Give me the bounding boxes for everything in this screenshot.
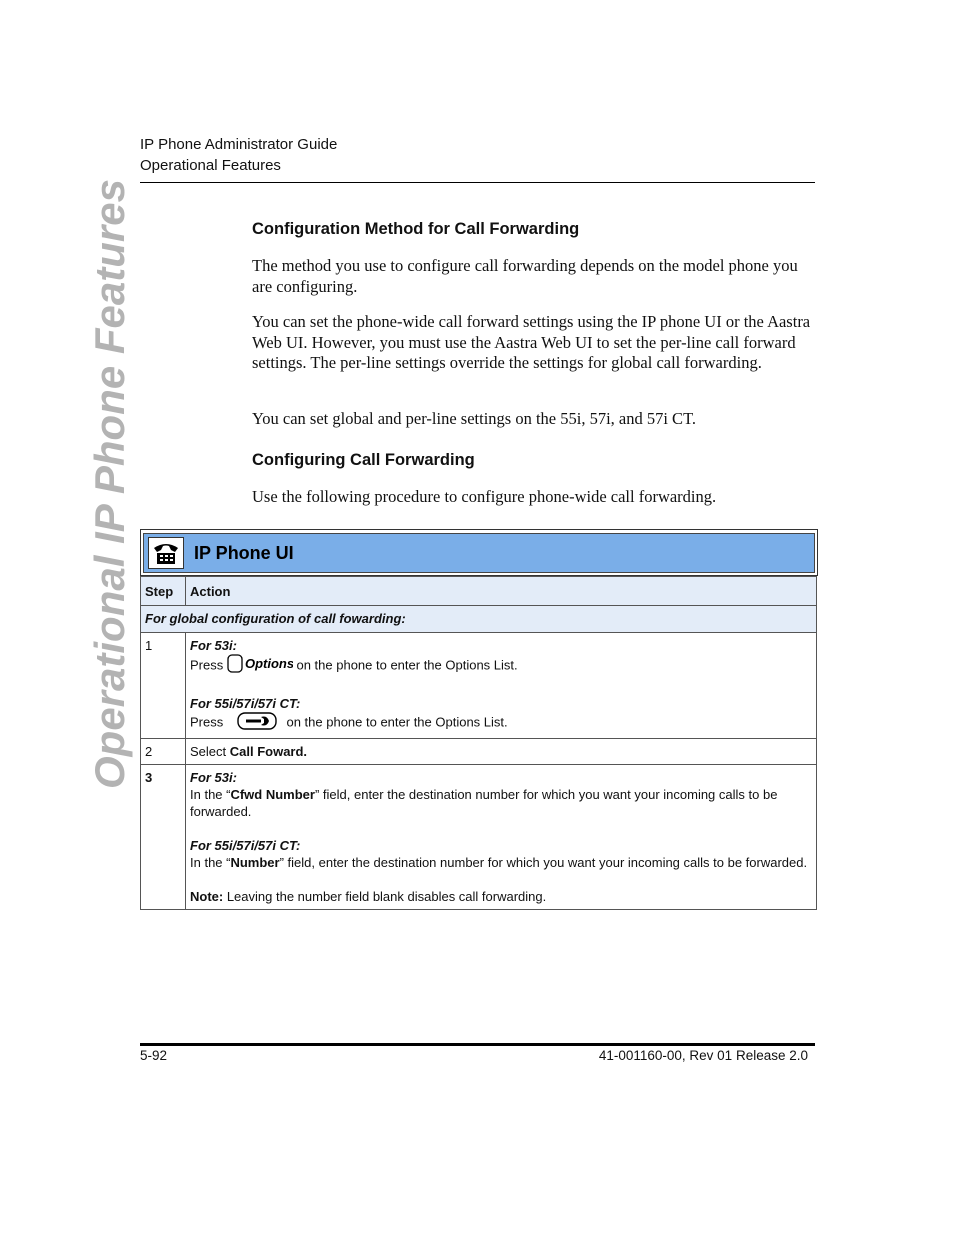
options-key-label: Options	[244, 656, 293, 671]
field-name: Cfwd Number	[230, 787, 315, 802]
header-rule	[140, 182, 815, 183]
note-text: Leaving the number field blank disables call forwarding.	[223, 889, 547, 904]
body-paragraph: The method you use to configure call forwarding depends on the model phone you are configuring.	[252, 256, 798, 296]
instruction-text: on the phone to enter the Options List.	[296, 657, 518, 673]
table-row	[141, 633, 817, 739]
model-label: For 53i:	[190, 638, 237, 653]
instruction-text: ” field, enter the destination number for which you want your incoming calls to be forwarded.	[279, 855, 808, 870]
table-row	[141, 739, 817, 765]
step-number: 1	[141, 633, 186, 739]
model-label: For 53i:	[190, 770, 237, 785]
table-subheader-row	[141, 606, 817, 633]
instruction-text: In the “	[190, 855, 231, 870]
menu-item-name: Call Foward.	[229, 744, 308, 759]
section-heading-config-method: Configuration Method for Call Forwarding	[252, 220, 580, 238]
side-tab-title: Operational IP Phone Features	[86, 179, 133, 789]
options-key-icon	[227, 654, 293, 678]
table-row	[141, 765, 817, 910]
step-number: 3	[141, 765, 186, 910]
options-wrench-key-icon	[237, 712, 277, 734]
procedure-table	[140, 576, 817, 910]
instruction-text: In the “	[190, 787, 231, 802]
body-paragraph: Use the following procedure to configure phone-wide call forwarding.	[252, 487, 717, 506]
phone-icon	[148, 537, 184, 569]
body-paragraph: You can set global and per-line settings on the 55i, 57i, and 57i CT.	[252, 409, 697, 428]
instruction-text: on the phone to enter the Options List.	[286, 714, 508, 730]
footer-rule	[140, 1043, 815, 1046]
step-action	[186, 739, 817, 765]
ip-phone-ui-banner	[140, 529, 818, 576]
model-label: For 55i/57i/57i CT:	[190, 838, 301, 853]
field-name: Number	[230, 855, 280, 870]
body-paragraph: You can set the phone-wide call forward settings using the IP phone UI or the Aastra Web UI. However, you must use the Aastra Web UI to set the per-line call forward settings. The per-line settings override the settings for global call forwarding.	[252, 312, 811, 372]
page-number: 5-92	[140, 1048, 168, 1063]
column-header-step: Step	[141, 577, 186, 606]
step-action	[186, 633, 817, 739]
model-label: For 55i/57i/57i CT:	[190, 696, 301, 711]
step-action	[186, 765, 817, 910]
table-subheader: For global configuration of call fowarding:	[141, 606, 817, 633]
header-chapter-title: Operational Features	[140, 157, 281, 174]
press-text: Press	[190, 657, 224, 673]
note-label: Note:	[190, 889, 224, 904]
table-header-row	[141, 577, 817, 606]
step-number: 2	[141, 739, 186, 765]
instruction-text: Select	[190, 744, 230, 759]
ui-box-title: IP Phone UI	[194, 542, 294, 563]
header-guide-title: IP Phone Administrator Guide	[140, 136, 338, 153]
document-revision: 41-001160-00, Rev 01 Release 2.0	[598, 1048, 808, 1063]
section-heading-configuring: Configuring Call Forwarding	[252, 451, 475, 469]
press-text: Press	[190, 714, 224, 730]
column-header-action: Action	[186, 577, 817, 606]
instruction-text: ” field, enter the destination number for which you want your incoming calls to be forwarded.	[190, 787, 778, 819]
